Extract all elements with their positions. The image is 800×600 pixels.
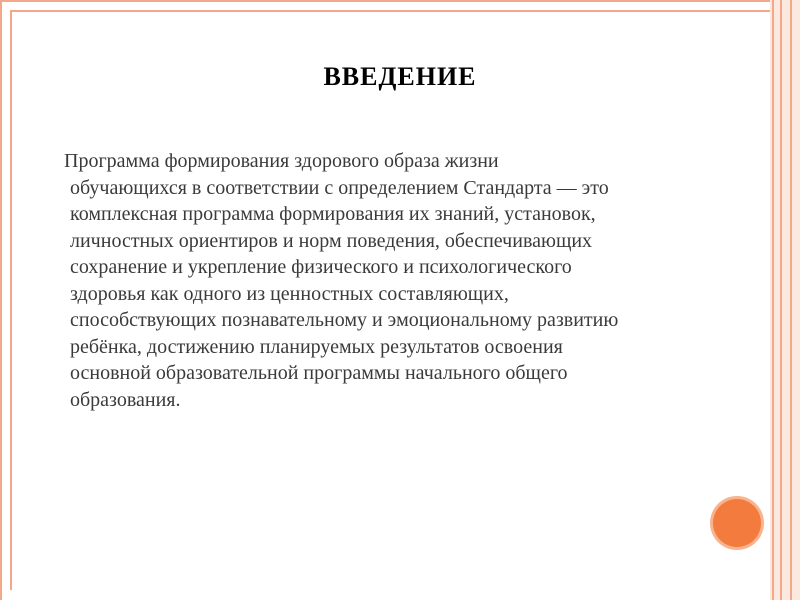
paragraph-line: образования. bbox=[70, 388, 181, 411]
paragraph-line: способствующих познавательному и эмоциональному развитию bbox=[70, 309, 619, 331]
paragraph-line: ребёнка, достижению планируемых результатов освоения bbox=[70, 335, 563, 358]
paragraph-line: здоровья как одного из ценностных составляющих, bbox=[70, 282, 509, 305]
paragraph-line: основной образовательной программы начального общего bbox=[70, 362, 568, 384]
paragraph-line: комплексная программа формирования их знаний, установок, bbox=[70, 203, 596, 225]
orange-circle-icon bbox=[713, 499, 761, 547]
paragraph-line: личностных ориентиров и норм поведения, обеспечивающих bbox=[70, 229, 593, 252]
paragraph-line: Программа формирования здорового образа жизни bbox=[64, 150, 499, 172]
slide-title: ВВЕДЕНИЕ bbox=[323, 62, 477, 91]
right-decorative-line bbox=[772, 0, 774, 600]
right-decorative-band bbox=[770, 0, 800, 600]
right-decorative-line bbox=[790, 0, 792, 600]
paragraph-line: сохранение и укрепление физического и психологического bbox=[70, 256, 572, 278]
paragraph-line: обучающихся в соответствии с определением Стандарта — это bbox=[70, 176, 609, 199]
right-decorative-line bbox=[780, 0, 782, 600]
slide-paragraph bbox=[64, 148, 704, 413]
